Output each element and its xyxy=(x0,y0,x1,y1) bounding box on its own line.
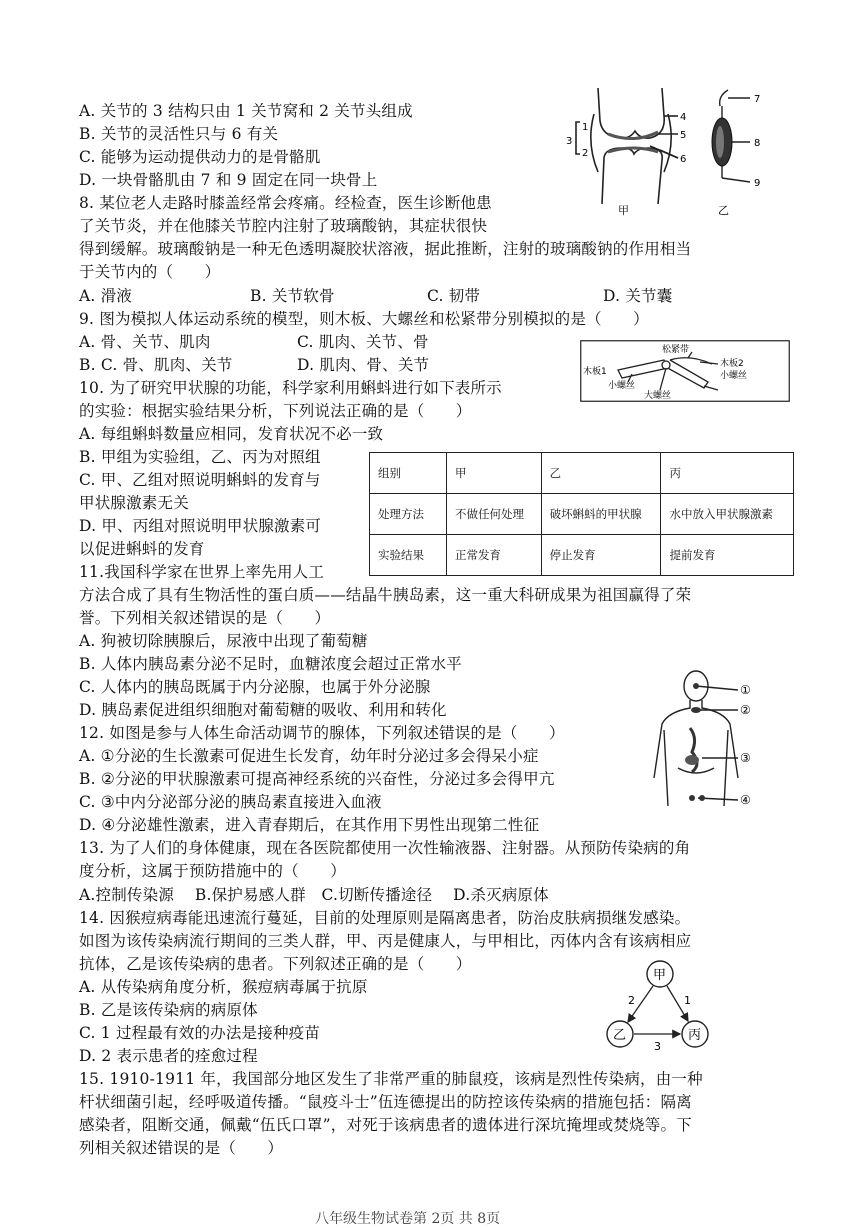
table-cell: 丙 xyxy=(661,453,794,494)
table-row xyxy=(370,535,794,576)
q9-stem: 9. 图为模拟人体运动系统的模型，则木板、大螺丝和松紧带分别模拟的是（ ） xyxy=(79,310,649,328)
population-triangle-figure xyxy=(600,958,720,1058)
q8-stem-2: 了关节炎，并在他膝关节腔内注射了玻璃酸钠，其症状很快 xyxy=(79,217,488,235)
population-bing: 丙 xyxy=(688,1028,702,1043)
q7-option-a: A. 关节的 3 结构只由 1 关节窝和 2 关节头组成 xyxy=(79,102,413,120)
q8-option-a: A. 滑液 xyxy=(79,287,133,305)
q8-stem-1: 8. 某位老人走路时膝盖经常会疼痛。经检查，医生诊断他患 xyxy=(79,194,492,212)
q10-option-c-2: 甲状腺激素无关 xyxy=(79,494,189,512)
arrow-label-3: 3 xyxy=(654,1040,661,1053)
table-row xyxy=(370,453,794,494)
q14-option-d: D. 2 表示患者的痊愈过程 xyxy=(79,1047,258,1065)
joint-caption-jia: 甲 xyxy=(618,204,629,217)
q15-stem-1: 15. 1910-1911 年，我国部分地区发生了非常严重的肺鼠疫，该病是烈性传染病，由一种 xyxy=(79,1070,703,1088)
muscle-label-8: 8 xyxy=(754,138,761,149)
table-cell: 提前发育 xyxy=(661,535,794,576)
q14-option-c: C. 1 过程最有效的办法是接种疫苗 xyxy=(79,1024,321,1042)
q11-option-c: C. 人体内的胰岛既属于内分泌腺，也属于外分泌腺 xyxy=(79,678,431,696)
movement-model-figure xyxy=(580,340,790,402)
q13-stem-1: 13. 为了人们的身体健康，现在各医院都使用一次性输液器、注射器。从预防传染病的角 xyxy=(79,839,691,857)
q12-option-a: A. ①分泌的生长激素可促进生长发育，幼年时分泌过多会得呆小症 xyxy=(79,747,539,765)
table-cell: 不做任何处理 xyxy=(447,494,542,535)
q7-option-b: B. 关节的灵活性只与 6 有关 xyxy=(79,125,279,143)
q7-option-c: C. 能够为运动提供动力的是骨骼肌 xyxy=(79,148,321,166)
q8-option-d: D. 关节囊 xyxy=(603,287,673,305)
q12-option-d: D. ④分泌雄性激素，进入青春期后，在其作用下男性出现第二性征 xyxy=(79,816,540,834)
q15-stem-4: 列相关叙述错误的是（ ） xyxy=(79,1139,284,1157)
table-cell: 实验结果 xyxy=(370,535,447,576)
q14-stem-2: 如图为该传染病流行期间的三类人群，甲、丙是健康人，与甲相比，丙体内含有该病相应 xyxy=(79,932,692,950)
table-cell: 正常发育 xyxy=(447,535,542,576)
joint-muscle-figure xyxy=(550,86,790,221)
joint-label-2: 2 xyxy=(582,148,589,159)
q13-stem-2: 度分析，这属于预防措施中的（ ） xyxy=(79,862,346,880)
q11-option-d: D. 胰岛素促进组织细胞对葡萄糖的吸收、利用和转化 xyxy=(79,701,447,719)
q12-option-b: B. ②分泌的甲状腺激素可提高神经系统的兴奋性，分泌过多会得甲亢 xyxy=(79,770,555,788)
table-cell: 水中放入甲状腺激素 xyxy=(661,494,794,535)
q10-option-c-1: C. 甲、乙组对照说明蝌蚪的发育与 xyxy=(79,471,321,489)
table-cell: 处理方法 xyxy=(370,494,447,535)
table-row xyxy=(370,494,794,535)
q10-option-a: A. 每组蝌蚪数量应相同，发育状况不必一致 xyxy=(79,425,384,443)
model-label-xiaoluosi-right: 小螺丝 xyxy=(720,371,748,381)
table-cell: 甲 xyxy=(447,453,542,494)
model-label-muban2: 木板2 xyxy=(720,359,744,369)
table-cell: 乙 xyxy=(541,453,661,494)
q8-option-b: B. 关节软骨 xyxy=(250,287,335,305)
q13-options: A.控制传染源 B.保护易感人群 C.切断传播途径 D.杀灭病原体 xyxy=(79,886,549,904)
joint-label-4: 4 xyxy=(680,112,687,123)
q8-stem-4: 于关节内的（ ） xyxy=(79,263,221,281)
q9-option-d: D. 肌肉、骨、关节 xyxy=(297,356,430,374)
q14-stem-1: 14. 因猴痘病毒能迅速流行蔓延，目前的处理原则是隔离患者，防治皮肤病损继发感染。 xyxy=(79,909,691,927)
q14-option-b: B. 乙是该传染病的病原体 xyxy=(79,1001,258,1019)
q9-option-b: B. C. 骨、肌肉、关节 xyxy=(79,356,233,374)
q10-option-b: B. 甲组为实验组，乙、丙为对照组 xyxy=(79,448,321,466)
model-label-muban1: 木板1 xyxy=(583,367,607,377)
table-cell: 破坏蝌蚪的甲状腺 xyxy=(541,494,661,535)
joint-label-1: 1 xyxy=(582,122,589,133)
gland-label-2: ② xyxy=(740,703,751,717)
human-glands-figure xyxy=(648,668,768,813)
q11-option-a: A. 狗被切除胰腺后，尿液中出现了葡萄糖 xyxy=(79,632,368,650)
muscle-caption-yi: 乙 xyxy=(718,204,729,217)
muscle-label-7: 7 xyxy=(754,94,761,105)
page-footer: 八年级生物试卷第 2页 共 8页 xyxy=(315,1211,501,1227)
population-jia: 甲 xyxy=(653,968,667,983)
q8-stem-3: 得到缓解。玻璃酸钠是一种无色透明凝胶状溶液，据此推断，注射的玻璃酸钠的作用相当 xyxy=(79,240,692,258)
gland-label-3: ③ xyxy=(740,751,751,765)
q14-stem-3: 抗体，乙是该传染病的患者。下列叙述正确的是（ ） xyxy=(79,955,472,973)
q11-option-b: B. 人体内胰岛素分泌不足时，血糖浓度会超过正常水平 xyxy=(79,655,462,673)
q10-stem-2: 的实验：根据实验结果分析，下列说法正确的是（ ） xyxy=(79,402,472,420)
q11-stem-3: 誉。下列相关叙述错误的是（ ） xyxy=(79,609,331,627)
model-label-songjindai: 松紧带 xyxy=(662,345,690,355)
table-cell: 组别 xyxy=(370,453,447,494)
q10-option-d-2: 以促进蝌蚪的发育 xyxy=(79,540,205,558)
q10-option-d-1: D. 甲、丙组对照说明甲状腺激素可 xyxy=(79,517,322,535)
q10-stem-1: 10. 为了研究甲状腺的功能，科学家利用蝌蚪进行如下表所示 xyxy=(79,379,502,397)
q11-stem-1: 11.我国科学家在世界上率先用人工 xyxy=(79,563,325,581)
q12-option-c: C. ③中内分泌部分泌的胰岛素直接进入血液 xyxy=(79,793,382,811)
model-label-xiaoluosi-left: 小螺丝 xyxy=(608,381,636,391)
q9-option-c: C. 肌肉、关节、骨 xyxy=(297,333,429,351)
q11-stem-2: 方法合成了具有生物活性的蛋白质——结晶牛胰岛素，这一重大科研成果为祖国赢得了荣 xyxy=(79,586,692,604)
q7-option-d: D. 一块骨骼肌由 7 和 9 固定在同一块骨上 xyxy=(79,171,378,189)
muscle-label-9: 9 xyxy=(754,178,761,189)
q15-stem-2: 杆状细菌引起，经呼吸道传播。“鼠疫斗士”伍连德提出的防控该传染病的措施包括：隔离 xyxy=(79,1093,692,1111)
q9-option-a: A. 骨、关节、肌肉 xyxy=(79,333,211,351)
q12-stem: 12. 如图是参与人体生命活动调节的腺体，下列叙述错误的是（ ） xyxy=(79,724,565,742)
arrow-label-1: 1 xyxy=(684,994,691,1007)
joint-label-6: 6 xyxy=(680,154,687,165)
population-yi: 乙 xyxy=(613,1028,627,1043)
arrow-label-2: 2 xyxy=(628,994,635,1007)
q14-option-a: A. 从传染病角度分析，猴痘病毒属于抗原 xyxy=(79,978,368,996)
table-cell: 停止发育 xyxy=(541,535,661,576)
q15-stem-3: 感染者，阻断交通，佩戴“伍氏口罩”，对死于该病患者的遗体进行深坑掩埋或焚烧等。下 xyxy=(79,1116,692,1134)
gland-label-4: ④ xyxy=(740,793,751,807)
experiment-table xyxy=(369,452,794,576)
joint-label-3: 3 xyxy=(566,136,573,147)
model-label-daluosi: 大螺丝 xyxy=(644,391,672,401)
q8-option-c: C. 韧带 xyxy=(427,287,481,305)
gland-label-1: ① xyxy=(740,683,751,697)
joint-label-5: 5 xyxy=(680,130,687,141)
